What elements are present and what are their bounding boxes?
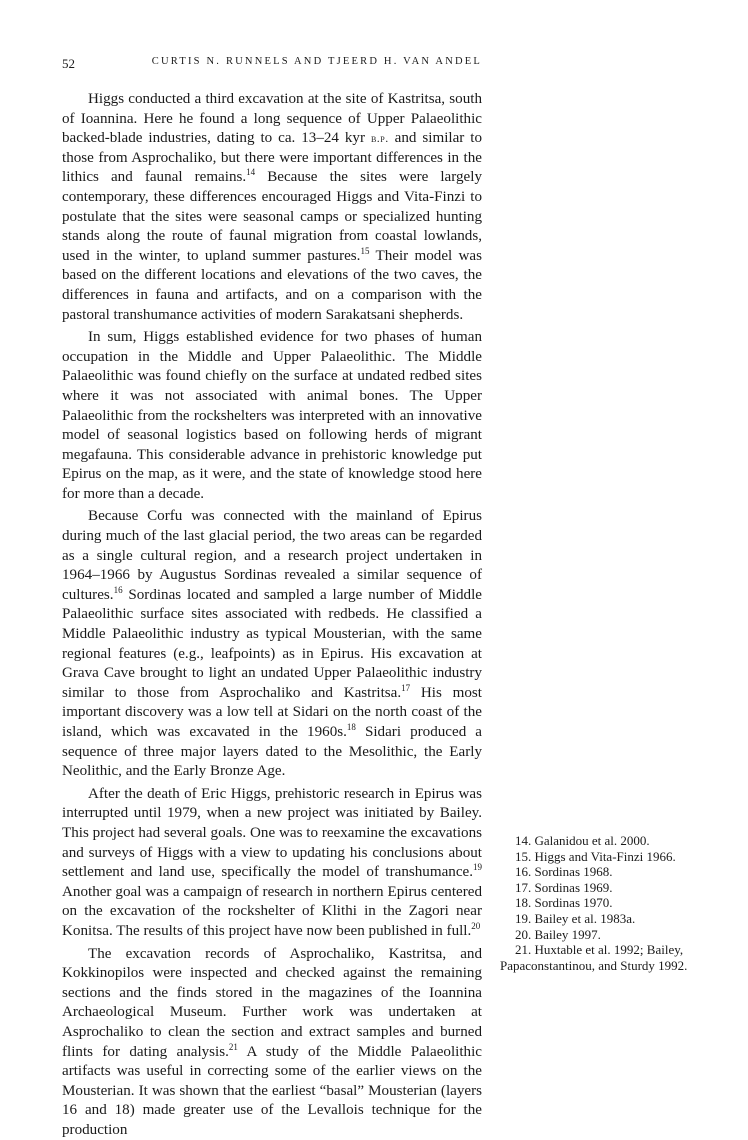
- paragraph: After the death of Eric Higgs, prehistoric research in Epirus was interrupted until 1979, when a new project was initiated by Bailey. This project had several goals. One was to reexamine the excavations and surveys of Higgs with a view to updating his conclusions about settlement and land use, specifically the model of transhumance.$^{19}$ Another goal was a campaign of research in northern Epirus centered on the excavation of the rockshelter of Klithi in the Zagori near Konitsa. The results of this project have now been published in full.$^{20}$: [62, 785, 482, 939]
- page-header: [62, 56, 482, 74]
- side-notes: [500, 833, 690, 973]
- note-item: 14. Galanidou et al. 2000.: [515, 833, 650, 848]
- footnote-ref[interactable]: 21: [228, 1041, 238, 1052]
- paragraph: In sum, Higgs established evidence for two phases of human occupation in the Middle and Upper Palaeolithic. The Middle Palaeolithic was found chiefly on the surface at undated redbed sites where it was not associated with animal bones. The Upper Palaeolithic from the rockshelters was interpreted with an innovative model of seasonal logistics based on following herds of migrant megafauna. This considerable advance in prehistoric knowledge put Epirus on the map, as it were, and the state of knowledge stood here for more than a decade.: [62, 329, 482, 502]
- footnote-ref[interactable]: 19: [473, 862, 482, 873]
- footnote-ref[interactable]: 15: [360, 245, 370, 256]
- footnote-ref[interactable]: 16: [113, 584, 123, 595]
- footnote-ref[interactable]: 20: [471, 920, 481, 931]
- footnote-ref[interactable]: 14: [246, 167, 256, 178]
- note-item: 16. Sordinas 1968.: [515, 864, 613, 880]
- note-item: 20. Bailey 1997.: [515, 926, 601, 942]
- page-number: 52: [62, 56, 75, 71]
- note-item: 15. Higgs and Vita-Finzi 1966.: [515, 848, 676, 864]
- paragraph: Higgs conducted a third excavation at the site of Kastritsa, south of Ioannina. Here he found a long sequence of Upper Palaeolithic backed-blade industries, dating to ca. 13–24 kyr b.p. and similar to those from Asprochaliko, but there were important differences in the lithics and faunal remains.$^{14}$ Because the sites were largely contemporary, these differences encouraged Higgs and Vita-Finzi to postulate that the sites were seasonal camps or specialized hunting stands along the route of faunal migration from coastal lowlands, used in the winter, to upland summer pastures.$^{15}$ Their model was based on the different locations and elevations of the two caves, the differences in fauna and artifacts, and on a comparison with the pastoral transhumance activities of modern Sarakatsani shepherds.: [62, 91, 483, 323]
- note-item: 21. Huxtable et al. 1992; Bailey,: [515, 942, 684, 958]
- note-item: 17. Sordinas 1969.: [515, 879, 613, 895]
- paragraph: The excavation records of Asprochaliko, Kastritsa, and Kokkinopilos were inspected and checked against the remaining sections and the finds stored in the magazines of the Ioannina Archaeological Museum. Further work was undertaken at Asprochaliko to clean the section and extract samples and burned flints for dating analysis.$^{21}$ A study of the Middle Palaeolithic artifacts was useful in correcting some of the earlier views on the Mousterian. It was shown that the earliest “basal” Mousterian (layers 16 and 18) made greater use of the Levallois technique for the production: [62, 945, 483, 1138]
- running-head: CURTIS N. RUNNELS AND TJEERD H. VAN ANDEL: [151, 56, 482, 67]
- note-item: 18. Sordinas 1970.: [515, 895, 613, 911]
- footnote-ref[interactable]: 17: [401, 682, 411, 693]
- note-continuation: Papaconstantinou, and Sturdy 1992.: [500, 957, 688, 973]
- note-item: 19. Bailey et al. 1983a.: [515, 910, 636, 926]
- paragraph: Because Corfu was connected with the mainland of Epirus during much of the last glacial period, the two areas can be regarded as a single cultural region, and a research project undertaken in 1964–1966 by Augustus Sordinas revealed a similar sequence of cultures.$^{16}$ Sordinas located and sampled a large number of Middle Palaeolithic surface sites associated with redbeds. He classified a Middle Palaeolithic industry as typical Mousterian, with the same regional features (e.g., leafpoints) as in Epirus. His excavation at Grava Cave brought to light an undated Upper Palaeolithic industry similar to those from Asprochaliko and Kastritsa.$^{17}$ His most important discovery was a low tell at Sidari on the north coast of the island, which was excavated in the 1960s.$^{18}$ Sidari produced a sequence of three major layers dated to the Mesolithic, the Early Neolithic, and the Early Bronze Age.: [62, 508, 482, 780]
- footnote-ref[interactable]: 18: [346, 722, 356, 732]
- main-text: [62, 90, 482, 1140]
